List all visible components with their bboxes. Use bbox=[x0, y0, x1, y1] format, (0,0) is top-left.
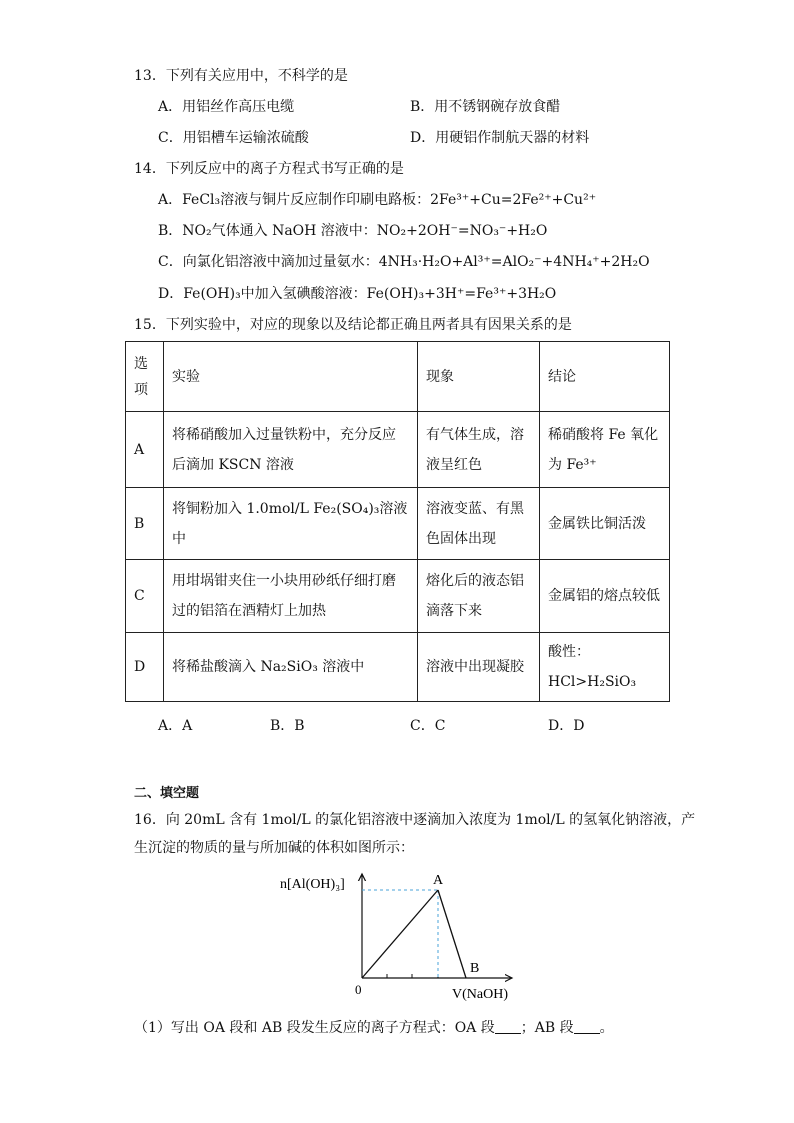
table-cell: 溶液变蓝、有黑色固体出现 bbox=[418, 488, 540, 560]
table-header-cell: 实验 bbox=[164, 342, 418, 412]
q13-option-a: A．用铝丝作高压电缆 bbox=[158, 99, 295, 115]
q16-line-2: 生沉淀的物质的量与所加碱的体积如图所示： bbox=[134, 840, 414, 856]
table-cell: 将稀盐酸滴入 Na₂SiO₃ 溶液中 bbox=[164, 633, 418, 702]
q16-sub-question-1 bbox=[134, 1018, 614, 1038]
q16-line-1: 16．向 20mL 含有 1mol/L 的氯化铝溶液中逐滴加入浓度为 1mol/L 的氢氧化钠溶液，产 bbox=[134, 812, 696, 828]
q13-option-c: C．用铝槽车运输浓硫酸 bbox=[158, 130, 309, 146]
point-a-label: A bbox=[433, 873, 444, 888]
section-title: 二、填空题 bbox=[134, 786, 200, 801]
table-cell: 溶液中出现凝胶 bbox=[418, 633, 540, 702]
table-cell: 酸性：HCl>H₂SiO₃ bbox=[540, 633, 670, 702]
table-cell: 有气体生成，溶液呈红色 bbox=[418, 412, 540, 488]
table-header-cell: 选项 bbox=[126, 342, 164, 412]
q14-option-a: A．FeCl₃溶液与铜片反应制作印刷电路板：2Fe³⁺+Cu=2Fe²⁺+Cu²⁺ bbox=[158, 192, 597, 208]
q14-option-d: D．Fe(OH)₃中加入氢碘酸溶液：Fe(OH)₃+3H⁺=Fe³⁺+3H₂O bbox=[158, 286, 557, 302]
q15-option-d: D．D bbox=[548, 718, 585, 734]
table-cell: A bbox=[126, 412, 164, 488]
q13-option-b: B．用不锈钢碗存放食醋 bbox=[410, 99, 561, 115]
table-cell: 金属铝的熔点较低 bbox=[540, 560, 670, 633]
sub-question-text: （1）写出 OA 段和 AB 段发生反应的离子方程式：OA 段 bbox=[134, 1020, 495, 1036]
table-header-cell: 结论 bbox=[540, 342, 670, 412]
answer-blank-oa[interactable] bbox=[495, 1019, 521, 1034]
q15-option-b: B．B bbox=[270, 718, 305, 734]
table-cell: 稀硝酸将 Fe 氧化为 Fe³⁺ bbox=[540, 412, 670, 488]
table-cell: D bbox=[126, 633, 164, 702]
table-header-cell: 现象 bbox=[418, 342, 540, 412]
q15-stem: 15．下列实验中，对应的现象以及结论都正确且两者具有因果关系的是 bbox=[134, 317, 572, 333]
table-cell: 熔化后的液态铝滴落下来 bbox=[418, 560, 540, 633]
table-cell: 将铜粉加入 1.0mol/L Fe₂(SO₄)₃溶液中 bbox=[164, 488, 418, 560]
answer-blank-ab[interactable] bbox=[574, 1019, 600, 1034]
q13-stem: 13．下列有关应用中，不科学的是 bbox=[134, 68, 348, 84]
q13-option-d: D．用硬铝作制航天器的材料 bbox=[410, 130, 590, 146]
table-cell: C bbox=[126, 560, 164, 633]
y-axis-label: n[Al(OH)₃] bbox=[280, 877, 345, 892]
q15-option-c: C．C bbox=[410, 718, 446, 734]
x-axis-label: V(NaOH) bbox=[452, 987, 508, 1002]
q14-option-c: C．向氯化铝溶液中滴加过量氨水：4NH₃·H₂O+Al³⁺=AlO₂⁻+4NH₄⁺+2H₂O bbox=[158, 254, 650, 270]
q14-option-b: B．NO₂气体通入 NaOH 溶液中：NO₂+2OH⁻=NO₃⁻+H₂O bbox=[158, 223, 548, 239]
segment-oa bbox=[362, 890, 438, 978]
sub-question-text-mid: ；AB 段 bbox=[520, 1020, 574, 1036]
q15-option-a: A．A bbox=[158, 718, 193, 734]
segment-ab bbox=[438, 890, 466, 978]
sub-question-text-end: 。 bbox=[599, 1020, 614, 1036]
origin-label: 0 bbox=[355, 982, 362, 997]
table-cell: B bbox=[126, 488, 164, 560]
table-cell: 金属铁比铜活泼 bbox=[540, 488, 670, 560]
table-cell: 将稀硝酸加入过量铁粉中，充分反应后滴加 KSCN 溶液 bbox=[164, 412, 418, 488]
table-cell: 用坩埚钳夹住一小块用砂纸仔细打磨过的铝箔在酒精灯上加热 bbox=[164, 560, 418, 633]
point-b-label: B bbox=[470, 961, 480, 976]
q14-stem: 14．下列反应中的离子方程式书写正确的是 bbox=[134, 161, 404, 177]
